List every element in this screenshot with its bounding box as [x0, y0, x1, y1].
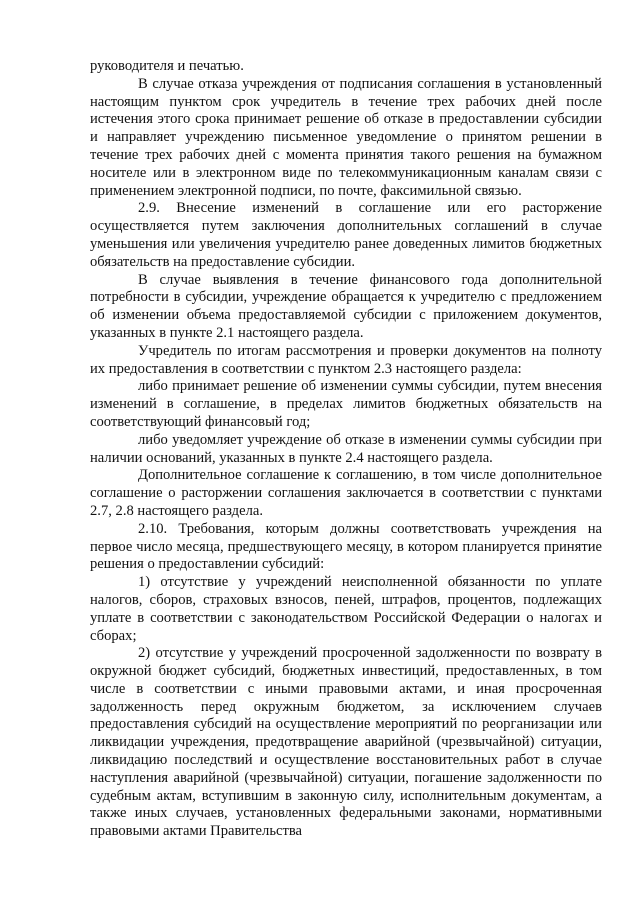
paragraph-additional-agreement: Дополнительное соглашение к соглашению, в том числе дополнительное соглашение о расторжении соглашения заключается в соответствии с пунктами 2.7, 2.8 настоящего раздела. — [90, 467, 602, 519]
paragraph-2-9: 2.9. Внесение изменений в соглашение или его расторжение осуществляется путем заключения дополнительных соглашений в случае уменьшения или увеличения учредителю ранее доведенных лимитов бюджетных обязательств на предоставление субсидии. — [90, 200, 602, 270]
paragraph-refusal-case: В случае отказа учреждения от подписания соглашения в установленный настоящим пунктом срок учредитель в течение трех рабочих дней после истечения этого срока принимает решение об отказе в предоставлении субсидии и направляет учреждению письменное уведомление о принятом решении в течение трех рабочих дней с момента принятия такого решения на бумажном носителе или в электронном виде по телекоммуникационным каналам связи с применением электронной подписи, по почте, факсимильной связью. — [90, 75, 602, 199]
document-page — [90, 58, 602, 841]
list-item-2: 2) отсутствие у учреждений просроченной задолженности по возврату в окружной бюджет субсидий, бюджетных инвестиций, предоставленных, в том числе в соответствии с иными правовыми актами, и иная просроченная задолженность перед окружным бюджетом, за исключением случаев предоставления субсидий на осуществление мероприятий по реорганизации или ликвидации учреждения, предотвращение аварийной (чрезвычайной) ситуации, ликвидацию последствий и осуществление восстановительных работ в случае наступления аварийной (чрезвычайной) ситуации, погашение задолженности по судебным актам, вступившим в законную силу, исполнительным документам, а также иных случаев, установленных федеральными законами, нормативными правовыми актами Правительства — [90, 645, 602, 840]
paragraph-option-change: либо принимает решение об изменении суммы субсидии, путем внесения изменений в соглашение, в пределах лимитов бюджетных обязательств на соответствующий финансовый год; — [90, 378, 602, 430]
paragraph-continuation: руководителя и печатью. — [90, 58, 244, 74]
paragraph-2-10: 2.10. Требования, которым должны соответствовать учреждения на первое число месяца, предшествующего месяцу, в котором планируется принятие решения о предоставлении субсидий: — [90, 520, 602, 573]
paragraph-option-refusal: либо уведомляет учреждение об отказе в изменении суммы субсидии при наличии оснований, указанных в пункте 2.4 настоящего раздела. — [90, 431, 602, 466]
paragraph-founder-review: Учредитель по итогам рассмотрения и проверки документов на полноту их предоставления в соответствии с пунктом 2.3 настоящего раздела: — [90, 342, 602, 377]
list-item-1: 1) отсутствие у учреждений неисполненной обязанности по уплате налогов, сборов, страховых взносов, пеней, штрафов, процентов, подлежащих уплате в соответствии с законодательством Российской Федерации о налогах и сборах; — [90, 574, 602, 644]
paragraph-additional-need: В случае выявления в течение финансового года дополнительной потребности в субсидии, учреждение обращается к учредителю с предложением об изменении объема предоставляемой субсидии с приложением документов, указанных в пункте 2.1 настоящего раздела. — [90, 271, 602, 341]
